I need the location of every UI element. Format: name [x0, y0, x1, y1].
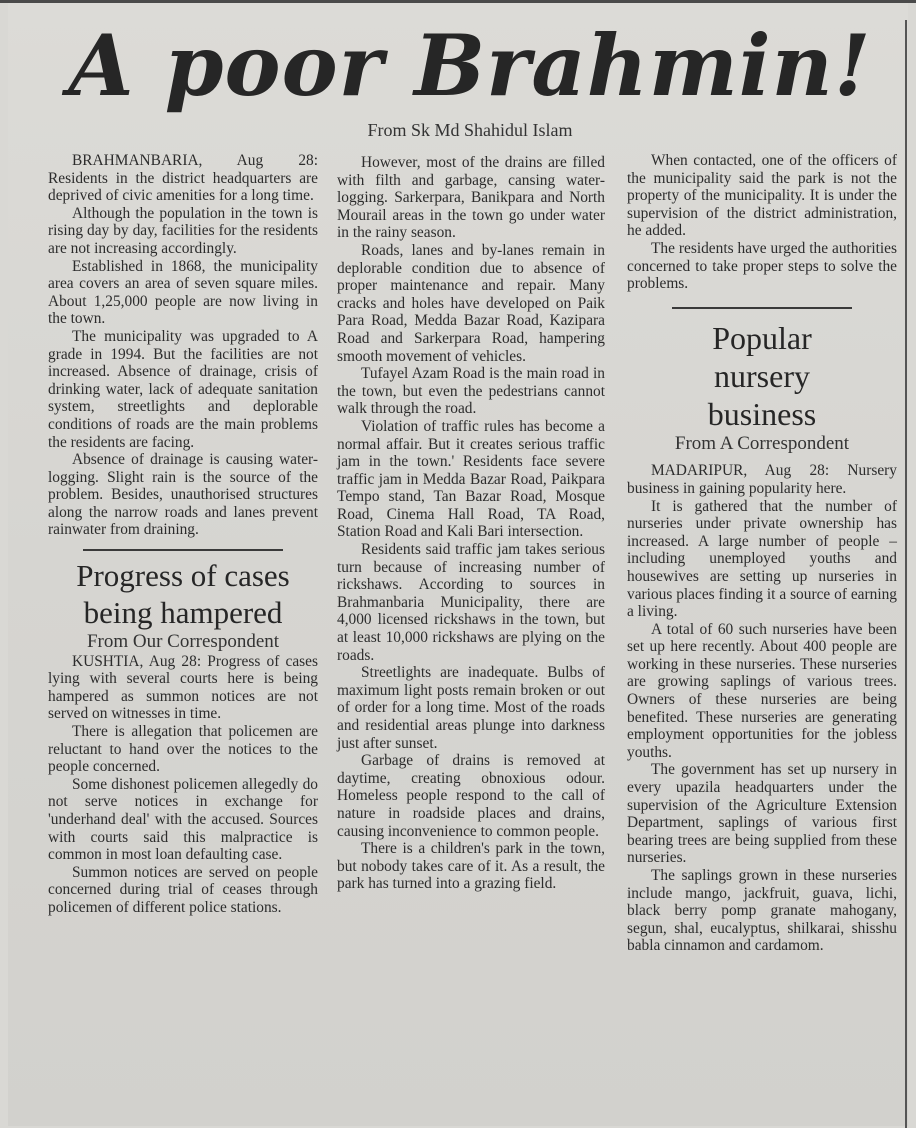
paragraph: The municipality was upgraded to A grade in 1994. But the facilities are not increased. Absence of drainage, crisis of drinking water, lack of adequate sanitation system, streetlights and deplorable conditions of roads are the main problems the residents are facing.	[48, 327, 318, 451]
byline: From Sk Md Shahidul Islam	[367, 120, 573, 140]
column-1	[48, 152, 318, 917]
paragraph: Summon notices are served on people concerned during trial of ceases through policemen of different police stations.	[48, 863, 318, 916]
paragraph: Absence of drainage is causing water-logging. Slight rain is the source of the problem. Besides, unauthorised structures along the narrow roads and lanes prevent rainwater from draining.	[48, 451, 318, 539]
paragraph: The government has set up nursery in every upazila headquarters under the supervision of the Agriculture Extension Department, saplings of various first bearing trees are being supplied from these nurseries.	[627, 761, 897, 867]
paragraph: KUSHTIA, Aug 28: Progress of cases lying with several courts here is being hampered as summon notices are not served on witnesses in time.	[48, 652, 318, 723]
paragraph: However, most of the drains are filled with filth and garbage, cansing water-logging. Sarkerpara, Banikpara and North Mourail areas in the town go under water in the rainy season.	[337, 154, 605, 242]
right-column-rule	[905, 20, 907, 1128]
paragraph: Some dishonest policemen allegedly do not serve notices in exchange for 'underhand deal' with the accused. Sources with courts said this malpractice is common in most loan defaulting case.	[48, 775, 318, 864]
paragraph: MADARIPUR, Aug 28: Nursery business in gaining popularity here.	[627, 462, 897, 497]
paragraph: A total of 60 such nurseries have been set up here recently. About 400 people are working in these nurseries. These nurseries are growing saplings of various trees. Owners of these nurseries are being benefited. These nurseries are generating employment opportunities for the jobless youths.	[627, 620, 897, 761]
paragraph: The saplings grown in these nurseries include mango, jackfruit, guava, lichi, black berry pomp granate mahogany, segun, shal, eucalyptus, shilkarai, shisshu babla cinnamon and cardamom.	[627, 867, 897, 955]
paragraph: It is gathered that the number of nurseries under private ownership has increased. A large number of people – including unemployed youths and housewives are setting up nurseries in various places finding it a source of earning a living.	[627, 497, 897, 621]
section-divider	[672, 307, 852, 309]
nursery-byline: From A Correspondent	[674, 432, 850, 454]
column-2	[337, 154, 605, 893]
paragraph: There is allegation that policemen are reluctant to hand over the notices to the people concerned.	[48, 723, 318, 776]
top-rule	[0, 0, 916, 3]
paragraph: Roads, lanes and by-lanes remain in deplorable condition due to absence of proper maintenance and repair. Many cracks and holes have developed on Paik Para Road, Medda Bazar Road, Kazipara Road and Sarkerpara Road, hampering smooth movement of vehicles.	[337, 241, 605, 365]
headline: A poor Brahmin!	[68, 16, 872, 115]
paragraph: The residents have urged the authorities concerned to take proper steps to solve the problems.	[627, 239, 897, 293]
paragraph: BRAHMANBARIA, Aug 28: Residents in the district headquarters are deprived of civic amenities for a long time.	[48, 152, 318, 205]
paragraph: Established in 1868, the municipality area covers an area of seven square miles. About 1,25,000 people are now living in the town.	[48, 257, 318, 328]
paragraph: Streetlights are inadequate. Bulbs of maximum light posts remain broken or out of order for a long time. Most of the roads and residential areas plunge into darkness just after sunset.	[337, 664, 605, 752]
paragraph: Violation of traffic rules has become a normal affair. But it creates serious traffic jam in the town.' Residents face severe traffic jam in Medda Bazar Road, Paikpara Tempo stand, Tan Bazar Road, Mosque Road, Cinema Hall Road, TA Road, Station Road and Kali Bari intersection.	[337, 417, 605, 541]
paragraph: When contacted, one of the officers of the municipality said the park is not the property of the municipality. It is under the supervision of the district administration, he added.	[627, 152, 897, 240]
paragraph: Although the population in the town is rising day by day, facilities for the residents are not increasing accordingly.	[48, 204, 318, 257]
paragraph: There is a children's park in the town, but nobody takes care of it. As a result, the park has turned into a grazing field.	[337, 840, 605, 893]
paragraph: Tufayel Azam Road is the main road in the town, but even the pedestrians cannot walk through the road.	[337, 365, 605, 418]
paragraph: Residents said traffic jam takes serious turn because of increasing number of rickshaws. According to sources in Brahmanbaria Municipality, there are 4,000 licensed rickshaws in the town, but at least 10,000 rickshaws are plying on the roads.	[337, 541, 605, 664]
progress-headline: Progress of cases being hampered	[76, 558, 290, 631]
nursery-headline: Popular nursery business	[707, 319, 817, 432]
progress-byline: From Our Correspondent	[86, 631, 280, 653]
column-3	[627, 152, 897, 955]
section-divider	[83, 549, 283, 551]
paragraph: Garbage of drains is removed at daytime, creating obnoxious odour. Homeless people respond to the call of nature in roadside places and drains, causing inconvenience to common people.	[337, 752, 605, 840]
